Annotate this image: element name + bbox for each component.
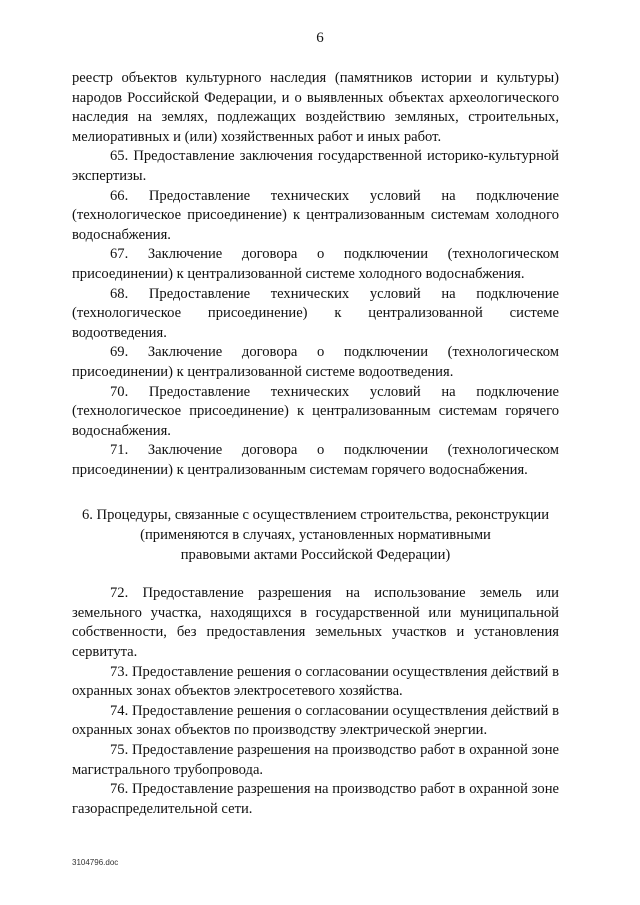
item-66: 66. Предоставление технических условий на подключение (технологическое присоединение) к централизованным системам холодного водоснабжения.: [72, 187, 559, 243]
item-72: 72. Предоставление разрешения на использование земель или земельного участка, находящихся в государственной или муниципальной собственности, без предоставления земельных участков и установления сервитута.: [72, 585, 559, 661]
item-74: 74. Предоставление решения о согласовании осуществления действий в охранных зонах объектов по производству электрической энергии.: [72, 702, 559, 739]
section-heading-line-2: (применяются в случаях, установленных нормативными: [140, 527, 491, 544]
section-heading-line-3: правовыми актами Российской Федерации): [180, 546, 451, 563]
item-73: 73. Предоставление решения о согласовании осуществления действий в охранных зонах объектов электросетевого хозяйства.: [72, 663, 559, 700]
item-65: 65. Предоставление заключения государственной историко-культурной экспертизы.: [72, 148, 559, 184]
section-heading: [72, 506, 559, 565]
footer-file-code: 3104796.doc: [72, 858, 119, 867]
item-70: 70. Предоставление технических условий на подключение (технологическое присоединение) к централизованным системам горячего водоснабжения.: [72, 383, 559, 439]
item-67: 67. Заключение договора о подключении (технологическом присоединении) к централизованной системе холодного водоснабжения.: [72, 246, 559, 282]
section-heading-line-1: 6. Процедуры, связанные с осуществлением строительства, реконструкции: [81, 507, 550, 524]
document-body: [72, 69, 559, 819]
page-number: 6: [316, 30, 324, 46]
item-71: 71. Заключение договора о подключении (технологическом присоединении) к централизованным системам горячего водоснабжения.: [72, 442, 559, 478]
item-76: 76. Предоставление разрешения на производство работ в охранной зоне газораспределительной сети.: [72, 781, 559, 817]
item-69: 69. Заключение договора о подключении (технологическом присоединении) к централизованной системе водоотведения.: [72, 344, 559, 380]
item-68: 68. Предоставление технических условий на подключение (технологическое присоединение) к централизованной системе водоотведения.: [72, 285, 559, 341]
intro-paragraph: реестр объектов культурного наследия (памятников истории и культуры) народов Российской Федерации, и о выявленных объектах археологического наследия на землях, подлежащих воздействию земляных, строительных, мелиоративных и (или) хозяйственных работ и иных работ.: [72, 70, 559, 145]
spacer: [72, 565, 559, 584]
item-75: 75. Предоставление разрешения на производство работ в охранной зоне магистрального трубопровода.: [72, 742, 559, 778]
